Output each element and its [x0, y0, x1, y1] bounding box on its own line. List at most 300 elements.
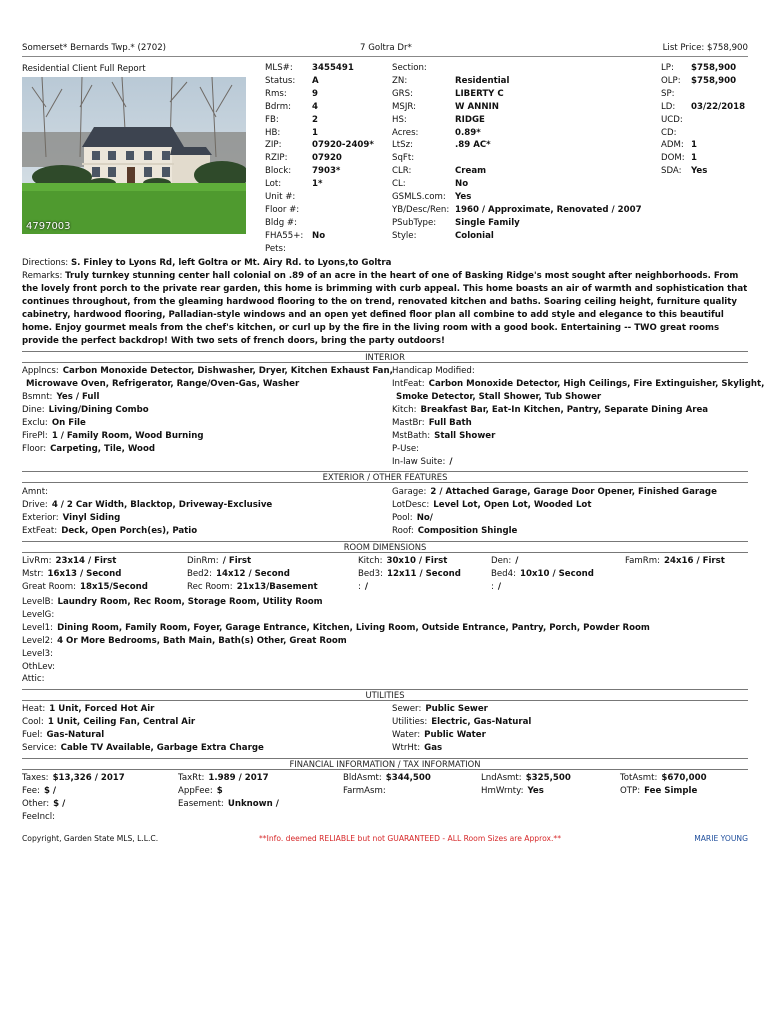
- interior-left-row: [22, 444, 155, 454]
- photo-listing-id: 4797003: [26, 221, 71, 232]
- room-cell: [22, 569, 121, 579]
- room-cell: [358, 569, 461, 579]
- field-label: OLP:: [661, 75, 681, 86]
- col1-row: [265, 244, 286, 254]
- field-label: Utilities:: [392, 717, 428, 727]
- section-exterior: EXTERIOR / OTHER FEATURES: [22, 471, 748, 483]
- col3-row: [661, 89, 675, 99]
- field-label: Section:: [392, 63, 427, 73]
- exterior-left-row: [22, 526, 197, 536]
- field-label: Roof:: [392, 526, 414, 536]
- col2-row: [392, 75, 510, 86]
- field-value: Composition Shingle: [417, 526, 518, 536]
- field-label: Dine:: [22, 405, 45, 415]
- room-cell: [187, 582, 318, 592]
- field-value: $758,900: [691, 75, 737, 86]
- field-label: LevelG:: [22, 609, 55, 620]
- exterior-left-row: [22, 513, 120, 523]
- field-label: Amnt:: [22, 487, 48, 497]
- field-label: Attic:: [22, 674, 45, 685]
- field-value: Laundry Room, Rec Room, Storage Room, Utility Room: [57, 597, 323, 607]
- field-value: Yes / Full: [56, 392, 100, 402]
- levels-row: [22, 649, 57, 659]
- field-value: Public Water: [424, 730, 486, 740]
- room-value: 12x11 / Second: [387, 568, 461, 579]
- field-label: OthLev:: [22, 661, 56, 672]
- room-label: :: [358, 581, 361, 592]
- col2-row: [392, 230, 494, 241]
- field-value: .89 AC*: [455, 140, 491, 151]
- field-value: 3455491: [312, 63, 354, 73]
- exterior-left-row: [22, 487, 52, 497]
- directions-label: Directions:: [22, 258, 69, 268]
- field-label: CL:: [392, 179, 406, 190]
- field-label: Exterior:: [22, 513, 59, 523]
- levels-row: [22, 636, 347, 646]
- field-value: Colonial: [455, 230, 494, 241]
- utilities-left-row: [22, 717, 195, 727]
- section-utilities: UTILITIES: [22, 689, 748, 701]
- field-value: 03/22/2018: [691, 101, 746, 112]
- field-value: 4: [312, 101, 318, 112]
- interior-left-row: [22, 366, 393, 376]
- list-price-text: List Price: $758,900: [662, 43, 748, 53]
- financial-value: Yes: [527, 785, 544, 796]
- levels-row: [22, 662, 59, 672]
- field-label: FB:: [265, 114, 279, 125]
- interior-left-row: [22, 418, 86, 428]
- field-value: 07920: [312, 153, 342, 164]
- field-value: Electric, Gas-Natural: [431, 717, 532, 727]
- financial-cell: [343, 786, 390, 796]
- col2-row: [392, 179, 469, 190]
- financial-cell: [481, 773, 571, 783]
- property-photo: [22, 77, 246, 234]
- field-value: 0.89*: [455, 127, 481, 138]
- field-label: SDA:: [661, 166, 682, 177]
- exterior-right-row: [392, 487, 717, 497]
- financial-cell: [22, 773, 125, 783]
- col2-row: [392, 217, 520, 228]
- field-value: Cream: [455, 166, 487, 177]
- room-value: 18x15/Second: [80, 581, 148, 592]
- field-label: GRS:: [392, 88, 413, 99]
- financial-cell: [343, 773, 431, 783]
- room-cell: [491, 556, 518, 566]
- field-value: Living/Dining Combo: [48, 405, 149, 415]
- field-value: Carpeting, Tile, Wood: [50, 444, 155, 454]
- room-value: 16x13 / Second: [47, 568, 122, 579]
- field-label: Drive:: [22, 500, 48, 510]
- field-label: In-law Suite:: [392, 457, 446, 467]
- field-label: PSubType:: [392, 217, 437, 228]
- address-text: 7 Goltra Dr*: [360, 43, 412, 53]
- financial-value: Unknown /: [227, 798, 279, 809]
- field-label: ZIP:: [265, 140, 282, 151]
- field-label: MstBath:: [392, 431, 431, 441]
- col3-row: [661, 153, 697, 164]
- field-value: 1: [691, 153, 697, 164]
- field-label: Rms:: [265, 88, 287, 99]
- footer-disclaimer: **Info. deemed RELIABLE but not GUARANTEED - ALL Room Sizes are Approx.**: [259, 834, 561, 843]
- remarks-label: Remarks:: [22, 271, 63, 281]
- room-value: /: [497, 581, 502, 592]
- financial-value: $344,500: [385, 773, 431, 783]
- section-financial: FINANCIAL INFORMATION / TAX INFORMATION: [22, 758, 748, 770]
- field-label: Heat:: [22, 704, 46, 714]
- financial-label: FarmAsm:: [343, 785, 386, 796]
- col2-row: [392, 114, 485, 125]
- field-label: WtrHt:: [392, 743, 421, 753]
- levels-row: [22, 610, 58, 620]
- col3-row: [661, 75, 737, 86]
- interior-right-row: [392, 418, 472, 428]
- field-value: Deck, Open Porch(es), Patio: [61, 526, 198, 536]
- field-label: Block:: [265, 166, 292, 177]
- field-value: Breakfast Bar, Eat-In Kitchen, Pantry, Separate Dining Area: [420, 405, 709, 415]
- field-label: Status:: [265, 75, 296, 86]
- room-cell: [491, 569, 594, 579]
- exterior-right-row: [392, 513, 433, 523]
- field-label: ZN:: [392, 75, 408, 86]
- field-value: 1960 / Approximate, Renovated / 2007: [455, 204, 642, 215]
- field-value: Level Lot, Open Lot, Wooded Lot: [433, 500, 592, 510]
- field-label: Fuel:: [22, 730, 43, 740]
- field-label: IntFeat:: [392, 379, 425, 389]
- field-value: Yes: [691, 166, 708, 177]
- col2-row: [392, 101, 499, 112]
- col3-row: [661, 166, 708, 177]
- field-label: Floor:: [22, 444, 47, 454]
- field-label: Pets:: [265, 243, 286, 254]
- section-rooms: ROOM DIMENSIONS: [22, 541, 748, 553]
- financial-label: Taxes:: [22, 773, 49, 783]
- interior-left-row: [22, 392, 99, 402]
- room-value: 10x10 / Second: [520, 568, 594, 579]
- field-label: LD:: [661, 101, 676, 112]
- col3-row: [661, 128, 677, 138]
- field-label: Applncs:: [22, 366, 59, 376]
- financial-value: $: [216, 785, 223, 796]
- levels-row: [22, 597, 323, 607]
- field-value: Gas: [424, 743, 443, 753]
- room-cell: [22, 582, 148, 592]
- room-label: Den:: [491, 556, 512, 566]
- col2-row: [392, 153, 414, 163]
- exterior-right-row: [392, 526, 517, 536]
- field-label: SP:: [661, 88, 675, 99]
- financial-value: Fee Simple: [644, 785, 698, 796]
- room-value: 24x16 / First: [664, 556, 725, 566]
- room-label: Bed4:: [491, 568, 517, 579]
- room-cell: [625, 556, 725, 566]
- financial-value: $ /: [43, 785, 57, 796]
- remarks-value: Truly turnkey stunning center hall colonial on .89 of an acre in the heart of one of Basking Ridge's most sought after neighborhoods. From the lovely front porch to the private rear garden, this home is brimming with curb appeal. This home boasts an air of warmth and sophistication that continues throughout, from the gleaming hardwood flooring to the on trend, renovated kitchen and baths. Soaring ceiling height, furniture quality cabinetry, hardwood flooring, Palladian-style windows and an open yet defined floor plan all combine to add style and elegance to this beautiful home. Enjoy gourmet meals from the chef's kitchen, or curl up by the fire in the living room with a good book. Entertaining -- TWO great rooms provide the perfect backdrop! With two sets of french doors, bring the party outdoors!: [22, 271, 748, 346]
- utilities-left-row: [22, 743, 264, 753]
- col1-row: [265, 101, 318, 112]
- field-value: Full Bath: [428, 418, 472, 428]
- field-value: 4 Or More Bedrooms, Bath Main, Bath(s) Other, Great Room: [57, 635, 347, 646]
- field-label: DOM:: [661, 153, 685, 164]
- field-label: Kitch:: [392, 405, 417, 415]
- field-value: No: [455, 179, 469, 190]
- field-label: Exclu:: [22, 418, 48, 428]
- room-label: Mstr:: [22, 568, 44, 579]
- field-label: P-Use:: [392, 444, 420, 454]
- financial-cell: [178, 773, 269, 783]
- field-value: No/: [416, 513, 433, 523]
- field-value: Smoke Detector, Stall Shower, Tub Shower: [396, 392, 602, 402]
- financial-cell: [178, 799, 279, 809]
- col1-row: [265, 127, 318, 138]
- remarks-block: [22, 270, 750, 348]
- financial-cell: [22, 812, 59, 822]
- field-label: Water:: [392, 730, 421, 740]
- field-value: Public Sewer: [425, 704, 488, 714]
- field-label: Pool:: [392, 513, 413, 523]
- utilities-right-row: [392, 743, 442, 753]
- field-value: 1: [312, 127, 318, 138]
- field-value: 4 / 2 Car Width, Blacktop, Driveway-Exclusive: [51, 500, 273, 510]
- col3-row: [661, 101, 746, 112]
- interior-right-row: [392, 431, 495, 441]
- field-value: No: [312, 230, 326, 241]
- field-label: LP:: [661, 63, 674, 73]
- field-value: Carbon Monoxide Detector, Dishwasher, Dryer, Kitchen Exhaust Fan,: [62, 366, 393, 376]
- field-value: 2: [312, 114, 318, 125]
- field-value: A: [312, 75, 319, 86]
- field-value: LIBERTY C: [455, 88, 504, 99]
- field-value: RIDGE: [455, 114, 485, 125]
- room-label: Great Room:: [22, 581, 77, 592]
- room-cell: [358, 556, 447, 566]
- interior-left-row: [22, 379, 299, 389]
- col1-row: [265, 114, 318, 125]
- room-value: 30x10 / First: [386, 556, 448, 566]
- financial-label: Fee:: [22, 785, 40, 796]
- room-value: /: [364, 581, 369, 592]
- financial-value: $670,000: [661, 773, 707, 783]
- field-label: ExtFeat:: [22, 526, 58, 536]
- house-image: [22, 77, 246, 234]
- financial-label: Other:: [22, 798, 50, 809]
- col1-row: [265, 205, 299, 215]
- field-value: Dining Room, Family Room, Foyer, Garage Entrance, Kitchen, Living Room, Outside Entrance, Pantry, Porch, Powder Room: [57, 622, 650, 633]
- field-label: SqFt:: [392, 153, 415, 164]
- financial-value: $325,500: [525, 773, 571, 783]
- col2-row: [392, 88, 504, 99]
- room-value: 14x12 / Second: [216, 568, 290, 579]
- field-value: Gas-Natural: [46, 730, 105, 740]
- financial-label: BldAsmt:: [343, 773, 382, 783]
- room-value: / First: [222, 556, 252, 566]
- field-label: Level1:: [22, 622, 54, 633]
- utilities-left-row: [22, 704, 154, 714]
- field-value: Single Family: [455, 217, 520, 228]
- room-label: Rec Room:: [187, 581, 233, 592]
- financial-label: AppFee:: [178, 785, 213, 796]
- financial-cell: [620, 786, 697, 796]
- financial-label: Easement:: [178, 798, 224, 809]
- financial-label: LndAsmt:: [481, 773, 522, 783]
- footer-agent: MARIE YOUNG: [694, 834, 748, 843]
- field-label: MastBr:: [392, 418, 425, 428]
- field-label: Sewer:: [392, 704, 422, 714]
- field-value: 07920-2409*: [312, 140, 374, 151]
- field-label: UCD:: [661, 114, 683, 125]
- field-label: Bsmnt:: [22, 392, 53, 402]
- col1-row: [265, 153, 342, 164]
- field-label: FHA55+:: [265, 230, 304, 241]
- levels-row: [22, 623, 650, 633]
- room-label: LivRm:: [22, 556, 52, 566]
- field-value: Vinyl Siding: [62, 513, 121, 523]
- financial-label: OTP:: [620, 785, 641, 796]
- col2-row: [392, 192, 472, 202]
- field-value: W ANNIN: [455, 101, 499, 112]
- field-label: Floor #:: [265, 204, 300, 215]
- field-label: CLR:: [392, 166, 412, 177]
- exterior-left-row: [22, 500, 272, 510]
- field-label: Handicap Modified:: [392, 366, 475, 376]
- section-interior: INTERIOR: [22, 351, 748, 363]
- field-value: Microwave Oven, Refrigerator, Range/Oven-Gas, Washer: [26, 379, 300, 389]
- interior-right-row: [392, 379, 764, 389]
- field-value: 9: [312, 88, 318, 99]
- field-label: GSMLS.com:: [392, 192, 446, 202]
- field-value: 1 / Family Room, Wood Burning: [51, 431, 204, 441]
- room-cell: [358, 582, 368, 592]
- col1-row: [265, 63, 354, 73]
- col1-row: [265, 75, 319, 86]
- col1-row: [265, 140, 374, 151]
- interior-right-row: [392, 444, 423, 454]
- financial-value: $ /: [53, 798, 66, 809]
- field-value: Carbon Monoxide Detector, High Ceilings, Fire Extinguisher, Skylight,: [428, 379, 765, 389]
- field-value: Cable TV Available, Garbage Extra Charge: [60, 743, 264, 753]
- financial-cell: [22, 799, 65, 809]
- field-label: Style:: [392, 230, 417, 241]
- interior-right-row: [392, 392, 601, 402]
- levels-row: [22, 674, 48, 684]
- col2-row: [392, 63, 427, 73]
- field-value: 1*: [312, 179, 323, 190]
- field-label: MLS#:: [265, 63, 293, 73]
- report-header: [22, 41, 748, 57]
- field-value: Yes: [455, 192, 472, 202]
- field-label: HB:: [265, 127, 281, 138]
- field-label: Lot:: [265, 179, 282, 190]
- exterior-right-row: [392, 500, 591, 510]
- field-label: Bdrm:: [265, 101, 291, 112]
- room-label: FamRm:: [625, 556, 661, 566]
- utilities-right-row: [392, 704, 488, 714]
- col1-row: [265, 230, 326, 241]
- utilities-left-row: [22, 730, 104, 740]
- field-value: $758,900: [691, 63, 737, 73]
- col2-row: [392, 166, 487, 177]
- col1-row: [265, 179, 323, 190]
- financial-label: HmWrnty:: [481, 785, 524, 796]
- col1-row: [265, 88, 318, 99]
- field-label: RZIP:: [265, 153, 288, 164]
- room-label: Bed3:: [358, 568, 384, 579]
- financial-label: TotAsmt:: [620, 773, 658, 783]
- field-label: LtSz:: [392, 140, 414, 151]
- field-value: On File: [51, 418, 86, 428]
- room-value: 21x13/Basement: [236, 581, 318, 592]
- field-value: Stall Shower: [434, 431, 496, 441]
- field-label: Level2:: [22, 635, 54, 646]
- col3-row: [661, 115, 683, 125]
- room-value: /: [515, 556, 519, 566]
- field-label: Garage:: [392, 487, 427, 497]
- interior-left-row: [22, 431, 204, 441]
- room-label: :: [491, 581, 494, 592]
- interior-left-row: [22, 405, 149, 415]
- financial-value: $13,326 / 2017: [52, 773, 125, 783]
- room-cell: [491, 582, 501, 592]
- field-label: Unit #:: [265, 192, 296, 202]
- col2-row: [392, 127, 481, 138]
- financial-cell: [481, 786, 544, 796]
- col1-row: [265, 166, 341, 177]
- area-text: Somerset* Bernards Twp.* (2702): [22, 43, 167, 53]
- field-value: Residential: [455, 75, 510, 86]
- room-cell: [22, 556, 116, 566]
- financial-label: TaxRt:: [178, 773, 205, 783]
- room-label: DinRm:: [187, 556, 219, 566]
- directions-row: [22, 258, 391, 268]
- field-label: MSJR:: [392, 101, 417, 112]
- col1-row: [265, 192, 295, 202]
- col3-row: [661, 140, 697, 151]
- footer-copyright: Copyright, Garden State MLS, L.L.C.: [22, 834, 159, 843]
- field-label: Service:: [22, 743, 57, 753]
- field-label: LotDesc:: [392, 500, 430, 510]
- field-value: 1: [691, 140, 697, 151]
- field-value: /: [449, 457, 453, 467]
- field-label: Cool:: [22, 717, 44, 727]
- financial-value: 1.989 / 2017: [208, 773, 269, 783]
- room-label: Bed2:: [187, 568, 213, 579]
- interior-right-row: [392, 405, 708, 415]
- financial-cell: [178, 786, 223, 796]
- field-label: YB/Desc/Ren:: [392, 204, 450, 215]
- utilities-right-row: [392, 717, 531, 727]
- field-label: LevelB:: [22, 597, 54, 607]
- interior-right-row: [392, 457, 452, 467]
- room-value: 23x14 / First: [55, 556, 117, 566]
- room-cell: [187, 556, 251, 566]
- field-label: Level3:: [22, 648, 54, 659]
- col1-row: [265, 218, 297, 228]
- col2-row: [392, 140, 491, 151]
- utilities-right-row: [392, 730, 486, 740]
- financial-cell: [620, 773, 707, 783]
- interior-right-row: [392, 366, 479, 376]
- field-label: HS:: [392, 114, 407, 125]
- field-value: 1 Unit, Ceiling Fan, Central Air: [47, 717, 196, 727]
- field-label: Bldg #:: [265, 217, 298, 228]
- col2-row: [392, 204, 642, 215]
- field-label: FirePl:: [22, 431, 48, 441]
- field-label: CD:: [661, 127, 677, 138]
- field-label: Acres:: [392, 127, 419, 138]
- field-label: ADM:: [661, 140, 684, 151]
- col3-row: [661, 63, 737, 73]
- report-title: Residential Client Full Report: [22, 64, 146, 74]
